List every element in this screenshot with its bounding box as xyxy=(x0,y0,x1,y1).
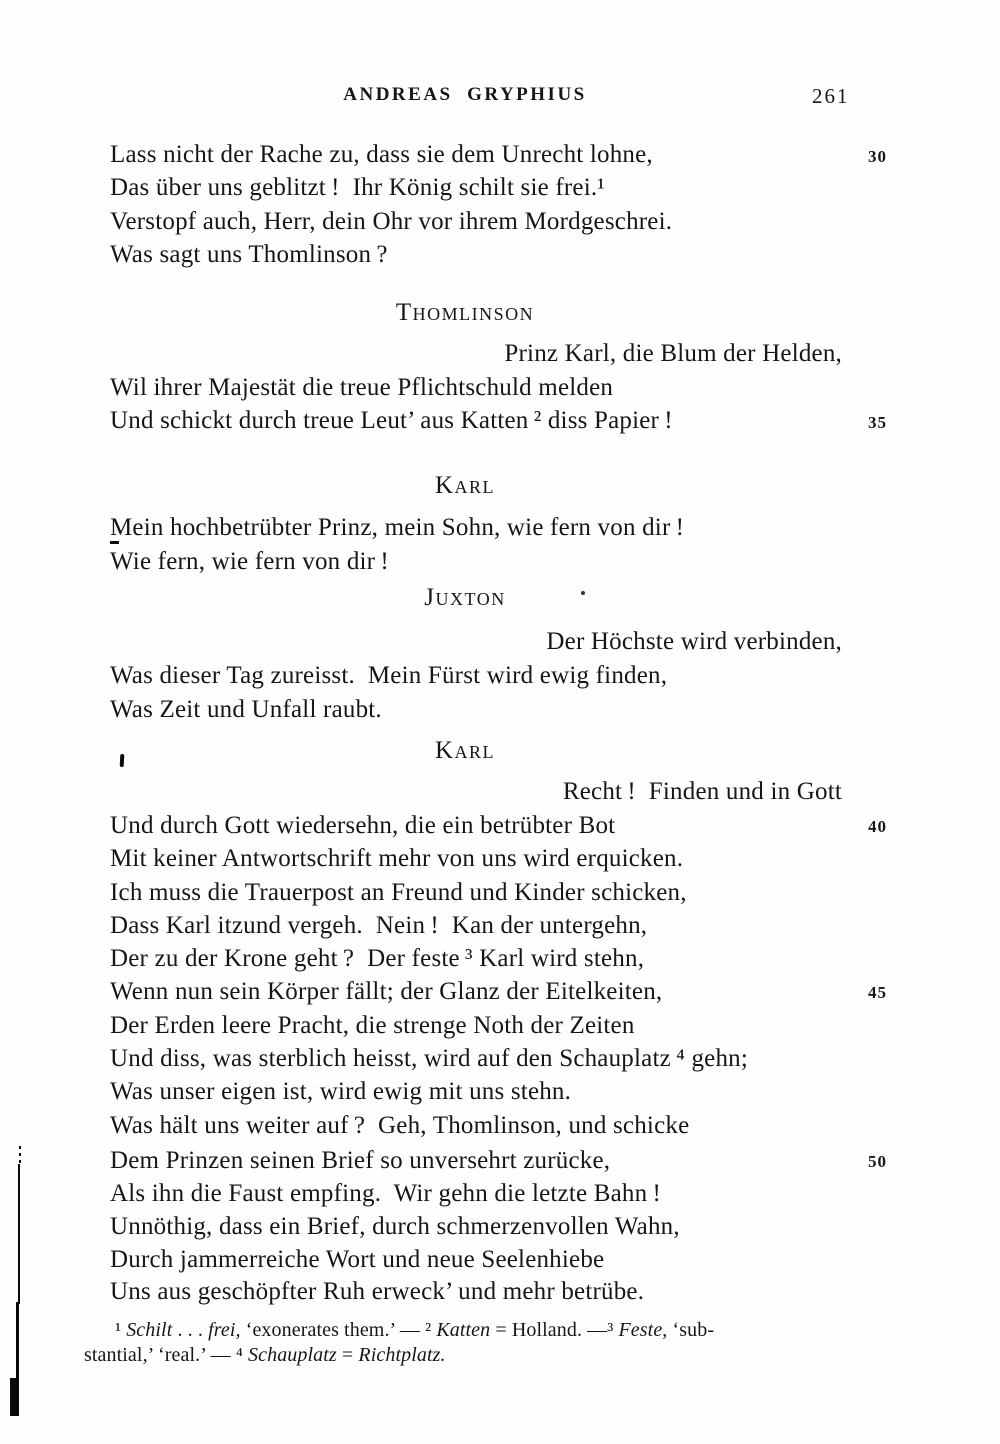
poem-line: Dem Prinzen seinen Brief so unversehrt zurücke, xyxy=(110,1147,611,1174)
poem-line: Als ihn die Faust empfing. Wir gehn die letzte Bahn ! xyxy=(110,1180,662,1207)
poem-line: Was Zeit und Unfall raubt. xyxy=(110,696,382,723)
running-header: ANDREAS GRYPHIUS xyxy=(343,84,587,105)
poem-line: Was sagt uns Thomlinson ? xyxy=(110,241,388,268)
poem-line: Und diss, was sterblich heisst, wird auf den Schauplatz ⁴ gehn; xyxy=(110,1045,749,1072)
poem-line: Was unser eigen ist, wird ewig mit uns stehn. xyxy=(110,1078,572,1105)
footnote-line-1: ¹ Schilt . . . frei, ‘exonerates them.’ — ² Katten = Holland. —³ Feste, ‘sub- xyxy=(115,1319,715,1341)
poem-line: Lass nicht der Rache zu, dass sie dem Unrecht lohne, xyxy=(110,141,653,168)
scan-artifact-mark xyxy=(120,754,125,767)
scan-artifact-dashed-line xyxy=(19,1146,21,1164)
poem-line: Mit keiner Antwortschrift mehr von uns wird erquicken. xyxy=(110,845,684,872)
footnote-line-2: stantial,’ ‘real.’ — ⁴ Schauplatz = Richtplatz. xyxy=(84,1344,446,1366)
poem-line: Prinz Karl, die Blum der Helden, xyxy=(504,340,842,367)
margin-line-number-40: 40 xyxy=(868,817,887,836)
margin-line-number-35: 35 xyxy=(868,413,887,432)
poem-line: Das über uns geblitzt ! Ihr König schilt sie frei.¹ xyxy=(110,174,606,201)
scan-artifact-dot xyxy=(581,591,585,595)
page-number: 261 xyxy=(812,84,850,108)
poem-line: Was dieser Tag zureisst. Mein Fürst wird ewig finden, xyxy=(110,662,668,689)
speaker-heading-karl: Karl xyxy=(434,737,496,764)
poem-line: Wil ihrer Majestät die treue Pflichtschuld melden xyxy=(110,374,614,401)
speaker-heading-thomlinson: Thomlinson xyxy=(395,299,535,326)
poem-line: Durch jammerreiche Wort und neue Seelenhiebe xyxy=(110,1246,605,1273)
poem-line: Der Höchste wird verbinden, xyxy=(546,628,842,655)
scan-artifact-tick xyxy=(110,541,119,544)
poem-line: Uns aus geschöpfter Ruh erweck’ und mehr betrübe. xyxy=(110,1278,645,1305)
poem-line: Der zu der Krone geht ? Der feste ³ Karl wird stehn, xyxy=(110,945,645,972)
poem-line: Der Erden leere Pracht, die strenge Noth der Zeiten xyxy=(110,1012,635,1039)
poem-line: Verstopf auch, Herr, dein Ohr vor ihrem Mordgeschrei. xyxy=(110,208,673,235)
poem-line: Wenn nun sein Körper fällt; der Glanz der Eitelkeiten, xyxy=(110,978,663,1005)
scan-artifact-margin-line xyxy=(16,1302,19,1380)
speaker-heading-karl: Karl xyxy=(434,472,496,499)
poem-line: Ich muss die Trauerpost an Freund und Kinder schicken, xyxy=(110,879,687,906)
scan-artifact-margin-line xyxy=(10,1378,19,1416)
margin-line-number-50: 50 xyxy=(868,1152,887,1171)
poem-line: Was hält uns weiter auf ? Geh, Thomlinson, und schicke xyxy=(110,1112,690,1139)
poem-line: Mein hochbetrübter Prinz, mein Sohn, wie fern von dir ! xyxy=(110,514,685,541)
poem-line: Und schickt durch treue Leut’ aus Katten ² diss Papier ! xyxy=(110,407,673,434)
poem-line: Dass Karl itzund vergeh. Nein ! Kan der untergehn, xyxy=(110,912,648,939)
margin-line-number-30: 30 xyxy=(868,147,887,166)
poem-line: Wie fern, wie fern von dir ! xyxy=(110,548,389,575)
poem-line: Recht ! Finden und in Gott xyxy=(562,778,842,805)
scan-artifact-margin-line xyxy=(18,1164,20,1304)
speaker-heading-juxton: Juxton xyxy=(424,584,506,611)
poem-line: Unnöthig, dass ein Brief, durch schmerzenvollen Wahn, xyxy=(110,1213,680,1240)
margin-line-number-45: 45 xyxy=(868,983,887,1002)
poem-line: Und durch Gott wiedersehn, die ein betrübter Bot xyxy=(110,812,616,839)
